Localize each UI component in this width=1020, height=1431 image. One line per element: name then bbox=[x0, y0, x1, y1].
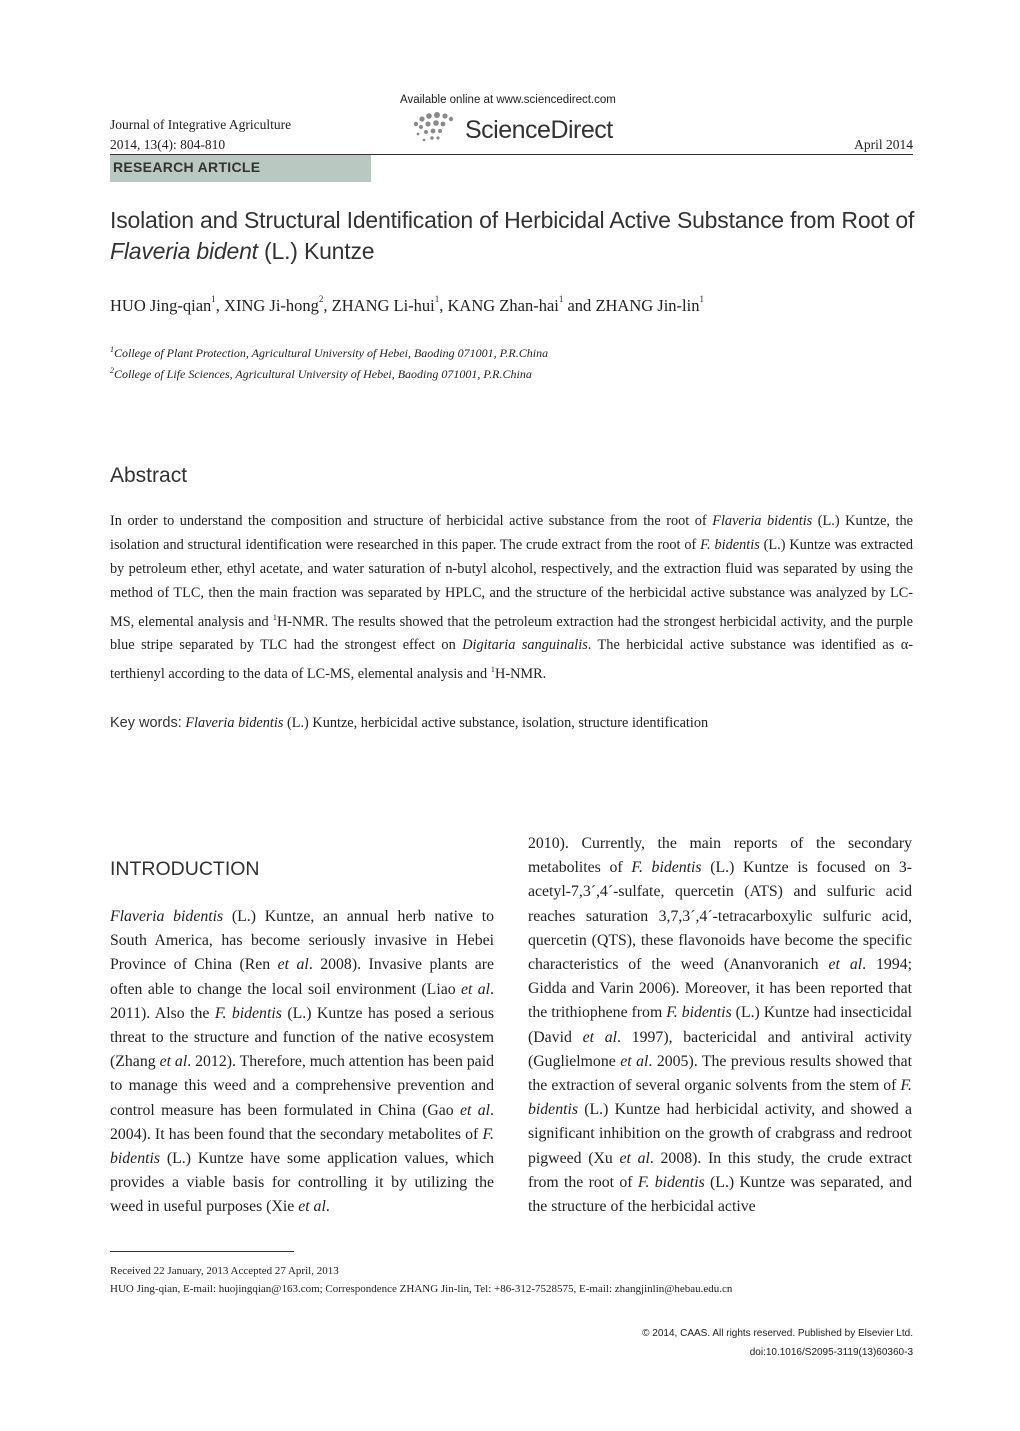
journal-volume-pages: 2014, 13(4): 804-810 bbox=[110, 137, 226, 152]
text-run: et al bbox=[298, 1198, 326, 1216]
abstract-heading: Abstract bbox=[110, 464, 188, 487]
keywords: Key words: Flaveria bidentis (L.) Kuntze, herbicidal active substance, isolation, structure identification bbox=[110, 715, 709, 731]
title-text: Isolation and Structural Identification of Herbicidal Active Substance from Root of bbox=[110, 207, 915, 233]
text-run: F. bidentis bbox=[110, 1125, 494, 1168]
text-run: F. bidentis bbox=[666, 1004, 732, 1022]
text-run: et al bbox=[620, 1052, 649, 1070]
affiliation: $^1$College of Plant Protection, Agricultural University of Hebei, Baoding 071001, P.R.China bbox=[110, 345, 549, 360]
author-list: HUO Jing-qian$^1$, XING Ji-hong$^2$, ZHANG Li-hui$^1$, KANG Zhan-hai$^1$ and ZHANG Jin-lin$^1$ bbox=[110, 294, 704, 315]
abstract-body: In order to understand the composition and structure of herbicidal active substance from the root of Flaveria bidentis (L.) Kuntze, the isolation and structural identification were researched in this paper. The crude extract from the root of F. bidentis (L.) Kuntze was extracted by petroleum ether, ethyl acetate, and water saturation of n-butyl alcohol, respectively, and the extraction fluid was separated by using the method of TLC, then the main fraction was separated by HPLC, and the structure of the herbicidal active substance was analyzed by LC-MS, elemental analysis and $^1$H-NMR. The results showed that the petroleum extraction had the strongest herbicidal activity, and the purple blue stripe separated by TLC had the strongest effect on Digitaria sanguinalis. The herbicidal active substance was identified as α-terthienyl according to the data of LC-MS, elemental analysis and $^1$H-NMR. bbox=[110, 513, 914, 682]
body-column-left bbox=[110, 905, 494, 1220]
text-run: (L.) Kuntze had herbicidal activity, and showed a significant inhibition on the growth of crabgrass and redroot pigweed (Xu bbox=[528, 1101, 912, 1167]
text-run: et al bbox=[619, 1149, 650, 1167]
text-run: (L.) Kuntze has posed a serious threat to the structure and function of the native ecosystem (Zhang bbox=[110, 1004, 494, 1071]
footnote-divider bbox=[110, 1251, 294, 1252]
available-online-text: Available online at www.sciencedirect.com bbox=[400, 94, 616, 106]
text-run: . bbox=[325, 1198, 330, 1216]
article-type-band bbox=[110, 155, 371, 182]
text-run: 2010). Currently, the main reports of the secondary metabolites of bbox=[528, 835, 912, 877]
text-run: . 2011). Also the bbox=[110, 980, 494, 1022]
author: ZHANG Li-hui$^1$ bbox=[331, 294, 440, 315]
text-run: (L.) Kuntze is focused on 3-acetyl-7,3´,4´-sulfate, quercetin (ATS) and sulfuric acid reaches saturation 3,7,3´,4´-tetracarboxylic sulfuric acid, quercetin (QTS), these flavonoids have become the specific characteristics of the weed (Ananvoranich bbox=[528, 859, 912, 974]
received-accepted-dates: Received 22 January, 2013 Accepted 27 April, 2013 bbox=[110, 1265, 339, 1277]
issue-date: April 2014 bbox=[854, 137, 913, 152]
text-run: et al bbox=[159, 1053, 188, 1071]
text-run: . 1994; Gidda and Varin 2006). Moreover, it has been reported that the trithiophene from bbox=[528, 956, 912, 1022]
keywords-label: Key words: bbox=[110, 715, 182, 731]
text-run: et al bbox=[582, 1028, 618, 1046]
text-run: . 2005). The previous results showed that the extraction of several organic solvents from the stem of bbox=[528, 1052, 912, 1095]
sciencedirect-logo-icon bbox=[412, 112, 462, 146]
text-run: Flaveria bidentis bbox=[110, 908, 224, 925]
text-run: . 2004). It has been found that the secondary metabolites of bbox=[110, 1101, 494, 1143]
text-run: (L.) Kuntze had insecticidal (David bbox=[528, 1004, 913, 1046]
title-suffix: (L.) Kuntze bbox=[257, 238, 375, 264]
sciencedirect-wordmark: ScienceDirect bbox=[465, 116, 613, 144]
title-species: Flaveria bident bbox=[110, 238, 258, 264]
text-run: et al bbox=[460, 1101, 491, 1119]
introduction-heading: INTRODUCTION bbox=[110, 858, 260, 880]
text-run: (L.) Kuntze have some application values, which provides a viable basis for controlling it by utilizing the weed in useful purposes (Xie bbox=[110, 1150, 494, 1216]
text-run: . 1997), bactericidal and antiviral activity (Guglielmone bbox=[528, 1028, 912, 1070]
text-run: F. bidentis bbox=[637, 1173, 705, 1191]
body-column-right bbox=[528, 832, 912, 1219]
text-run: (L.) Kuntze, an annual herb native to South America, has become seriously invasive in Hebei Province of China (Ren bbox=[110, 908, 494, 974]
text-run: et al bbox=[277, 956, 309, 974]
text-run: F. bidentis bbox=[631, 859, 702, 877]
paper-title bbox=[110, 205, 930, 267]
article-type-label: RESEARCH ARTICLE bbox=[113, 159, 261, 175]
author: KANG Zhan-hai$^1$ bbox=[447, 294, 564, 315]
journal-name: Journal of Integrative Agriculture bbox=[110, 117, 292, 132]
text-run: et al bbox=[460, 980, 491, 998]
affiliation: $^2$College of Life Sciences, Agricultural University of Hebei, Baoding 071001, P.R.China bbox=[110, 366, 532, 381]
author: ZHANG Jin-lin$^1$ bbox=[595, 294, 704, 315]
correspondence-contact: HUO Jing-qian, E-mail: huojingqian@163.com; Correspondence ZHANG Jin-lin, Tel: +86-312-7528575, E-mail: zhangjinlin@hebau.edu.cn bbox=[110, 1283, 733, 1295]
doi: doi:10.1016/S2095-3119(13)60360-3 bbox=[749, 1347, 913, 1358]
author: HUO Jing-qian$^1$ bbox=[110, 294, 216, 315]
text-run: . 2008). In this study, the crude extract from the root of bbox=[528, 1149, 912, 1191]
text-run: . 2012). Therefore, much attention has been paid to manage this weed and a comprehensive prevention and control measure has been formulated in China (Gao bbox=[110, 1053, 494, 1119]
text-run: (L.) Kuntze was separated, and the structure of the herbicidal active bbox=[528, 1173, 912, 1216]
text-run: et al bbox=[828, 956, 863, 974]
text-run: F. bidentis bbox=[214, 1004, 282, 1022]
copyright-notice: © 2014, CAAS. All rights reserved. Published by Elsevier Ltd. bbox=[642, 1328, 913, 1339]
text-run: F. bidentis bbox=[528, 1077, 912, 1119]
text-run: . 2008). Invasive plants are often able to change the local soil environment (Liao bbox=[110, 956, 494, 998]
author: XING Ji-hong$^2$ bbox=[224, 294, 324, 315]
